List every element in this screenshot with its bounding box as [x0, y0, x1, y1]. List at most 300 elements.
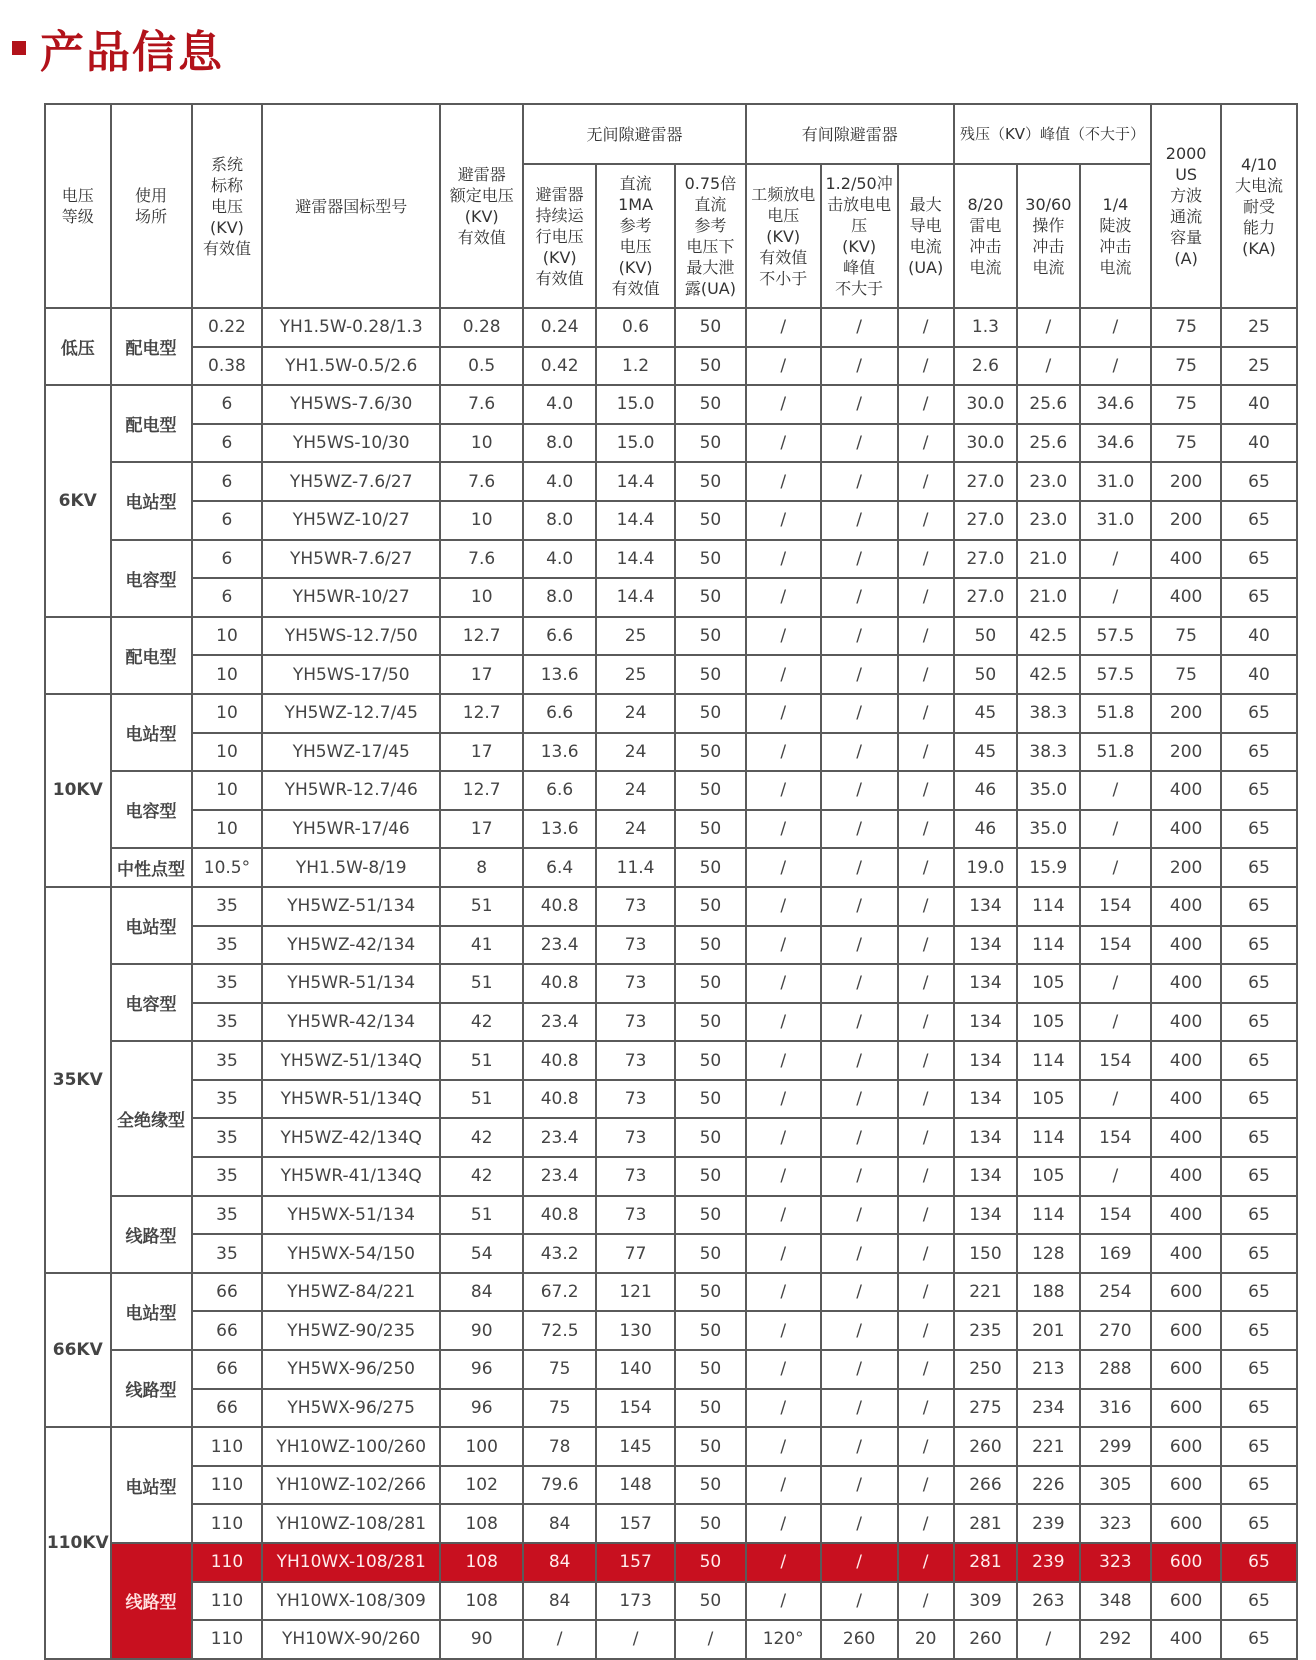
cell-sys: 35: [192, 964, 263, 1003]
cell-usage: 配电型: [111, 308, 192, 385]
cell-imp: /: [821, 926, 898, 965]
cell-leak: 50: [675, 1466, 746, 1505]
cell-cont: 72.5: [523, 1311, 596, 1350]
cell-cont: 8.0: [523, 424, 596, 463]
cell-r2: 201: [1017, 1311, 1079, 1350]
cell-r1: 250: [954, 1350, 1017, 1389]
cell-rated: 96: [440, 1389, 523, 1428]
cell-r2: 21.0: [1017, 578, 1079, 617]
cell-rated: 10: [440, 424, 523, 463]
cell-r1: 235: [954, 1311, 1017, 1350]
header-dc1ma: 直流 1MA 参考 电压 (KV) 有效值: [596, 164, 675, 308]
cell-r2: 114: [1017, 926, 1079, 965]
cell-pf: /: [746, 1504, 821, 1543]
cell-leak: 50: [675, 347, 746, 386]
cell-cap: 65: [1221, 1466, 1297, 1505]
cell-leak: 50: [675, 1003, 746, 1042]
cell-cont: 6.6: [523, 617, 596, 656]
cell-r2: 15.9: [1017, 848, 1079, 887]
cell-wave: 600: [1151, 1427, 1221, 1466]
cell-maxc: /: [898, 1196, 954, 1235]
cell-leak: 50: [675, 308, 746, 347]
cell-cont: 75: [523, 1350, 596, 1389]
cell-imp: /: [821, 810, 898, 849]
cell-model: YH5WZ-17/45: [262, 733, 440, 772]
cell-leak: 50: [675, 964, 746, 1003]
cell-sys: 66: [192, 1389, 263, 1428]
cell-leak: 50: [675, 1427, 746, 1466]
cell-model: YH5WX-96/275: [262, 1389, 440, 1428]
cell-r3: 57.5: [1080, 617, 1152, 656]
cell-rated: 12.7: [440, 694, 523, 733]
cell-model: YH5WZ-12.7/45: [262, 694, 440, 733]
cell-pf: /: [746, 501, 821, 540]
cell-usage: 线路型: [111, 1196, 192, 1273]
cell-wave: 400: [1151, 1234, 1221, 1273]
cell-sys: 6: [192, 424, 263, 463]
cell-dc: 25: [596, 655, 675, 694]
cell-dc: 73: [596, 887, 675, 926]
cell-rated: 51: [440, 964, 523, 1003]
cell-cap: 65: [1221, 1504, 1297, 1543]
header-leak: 0.75倍 直流 参考 电压下 最大泄 露(UA): [675, 164, 746, 308]
cell-r3: 316: [1080, 1389, 1152, 1428]
cell-dc: 154: [596, 1389, 675, 1428]
cell-pf: /: [746, 733, 821, 772]
cell-maxc: /: [898, 694, 954, 733]
cell-cont: 4.0: [523, 385, 596, 424]
cell-imp: /: [821, 1080, 898, 1119]
cell-imp: /: [821, 655, 898, 694]
cell-r2: 35.0: [1017, 810, 1079, 849]
table-row: [45, 1196, 1297, 1235]
cell-leak: 50: [675, 1543, 746, 1582]
page-title: 产品信息: [40, 27, 224, 78]
cell-cap: 65: [1221, 1118, 1297, 1157]
cell-r3: /: [1080, 540, 1152, 579]
cell-r1: 30.0: [954, 385, 1017, 424]
cell-leak: 50: [675, 1157, 746, 1196]
cell-r3: /: [1080, 810, 1152, 849]
cell-usage: 线路型: [111, 1543, 192, 1659]
cell-r1: 45: [954, 694, 1017, 733]
cell-dc: 157: [596, 1543, 675, 1582]
cell-sys: 10: [192, 733, 263, 772]
cell-r3: 299: [1080, 1427, 1152, 1466]
cell-r1: 281: [954, 1504, 1017, 1543]
cell-imp: /: [821, 1311, 898, 1350]
cell-rated: 7.6: [440, 462, 523, 501]
cell-model: YH10WZ-100/260: [262, 1427, 440, 1466]
cell-rated: 41: [440, 926, 523, 965]
cell-r2: 128: [1017, 1234, 1079, 1273]
cell-r2: 234: [1017, 1389, 1079, 1428]
cell-wave: 200: [1151, 501, 1221, 540]
cell-wave: 400: [1151, 810, 1221, 849]
cell-maxc: /: [898, 1041, 954, 1080]
header-impulse-discharge: 1.2/50冲 击放电电 压 (KV) 峰值 不大于: [821, 164, 898, 308]
cell-r3: /: [1080, 848, 1152, 887]
cell-imp: /: [821, 1504, 898, 1543]
cell-r2: 213: [1017, 1350, 1079, 1389]
cell-sys: 110: [192, 1466, 263, 1505]
cell-leak: 50: [675, 771, 746, 810]
cell-dc: 24: [596, 810, 675, 849]
cell-maxc: /: [898, 810, 954, 849]
cell-rated: 7.6: [440, 385, 523, 424]
cell-pf: /: [746, 1389, 821, 1428]
cell-wave: 200: [1151, 694, 1221, 733]
cell-sys: 6: [192, 385, 263, 424]
cell-cap: 65: [1221, 926, 1297, 965]
cell-model: YH5WZ-10/27: [262, 501, 440, 540]
cell-maxc: /: [898, 848, 954, 887]
cell-r2: 114: [1017, 887, 1079, 926]
cell-dc: 148: [596, 1466, 675, 1505]
cell-wave: 400: [1151, 1041, 1221, 1080]
cell-pf: /: [746, 1427, 821, 1466]
cell-r3: /: [1080, 308, 1152, 347]
cell-wave: 75: [1151, 424, 1221, 463]
cell-r2: 114: [1017, 1041, 1079, 1080]
cell-usage: 电容型: [111, 771, 192, 848]
cell-leak: 50: [675, 540, 746, 579]
cell-maxc: /: [898, 1003, 954, 1042]
cell-wave: 400: [1151, 1196, 1221, 1235]
cell-r2: 221: [1017, 1427, 1079, 1466]
page-header: [12, 18, 224, 78]
cell-r1: 134: [954, 1196, 1017, 1235]
cell-r3: 51.8: [1080, 694, 1152, 733]
cell-imp: /: [821, 1273, 898, 1312]
cell-sys: 10: [192, 694, 263, 733]
cell-maxc: /: [898, 347, 954, 386]
cell-r3: 31.0: [1080, 501, 1152, 540]
cell-rated: 100: [440, 1427, 523, 1466]
cell-dc: 145: [596, 1427, 675, 1466]
cell-pf: /: [746, 1003, 821, 1042]
cell-maxc: /: [898, 1582, 954, 1621]
cell-cap: 65: [1221, 1620, 1297, 1659]
cell-rated: 42: [440, 1003, 523, 1042]
cell-r1: 266: [954, 1466, 1017, 1505]
cell-r1: 27.0: [954, 578, 1017, 617]
cell-sys: 10: [192, 810, 263, 849]
cell-imp: /: [821, 1196, 898, 1235]
cell-pf: /: [746, 1196, 821, 1235]
cell-wave: 400: [1151, 771, 1221, 810]
cell-cap: 40: [1221, 617, 1297, 656]
cell-sys: 10.5°: [192, 848, 263, 887]
cell-cap: 65: [1221, 1003, 1297, 1042]
cell-r3: 169: [1080, 1234, 1152, 1273]
cell-dc: 24: [596, 733, 675, 772]
table-row: [45, 1273, 1297, 1312]
cell-wave: 400: [1151, 1118, 1221, 1157]
cell-leak: 50: [675, 810, 746, 849]
cell-imp: /: [821, 1041, 898, 1080]
cell-rated: 54: [440, 1234, 523, 1273]
cell-maxc: /: [898, 1273, 954, 1312]
cell-dc: 73: [596, 926, 675, 965]
cell-rated: 12.7: [440, 617, 523, 656]
cell-dc: 11.4: [596, 848, 675, 887]
cell-cont: 40.8: [523, 1080, 596, 1119]
cell-maxc: /: [898, 540, 954, 579]
table-row: [45, 1234, 1297, 1273]
cell-pf: /: [746, 1543, 821, 1582]
cell-cap: 65: [1221, 848, 1297, 887]
cell-cap: 65: [1221, 540, 1297, 579]
cell-cont: 23.4: [523, 926, 596, 965]
cell-leak: 50: [675, 1311, 746, 1350]
header-pf-discharge: 工频放电 电压 (KV) 有效值 不小于: [746, 164, 821, 308]
cell-cap: 65: [1221, 1311, 1297, 1350]
cell-wave: 400: [1151, 540, 1221, 579]
cell-cap: 65: [1221, 964, 1297, 1003]
cell-rated: 108: [440, 1504, 523, 1543]
cell-rated: 8: [440, 848, 523, 887]
cell-dc: 73: [596, 964, 675, 1003]
cell-pf: /: [746, 887, 821, 926]
cell-rated: 42: [440, 1157, 523, 1196]
cell-wave: 400: [1151, 964, 1221, 1003]
cell-imp: /: [821, 1003, 898, 1042]
header-c410: 4/10 大电流 耐受 能力 (KA): [1221, 104, 1297, 308]
title-bullet-icon: [12, 41, 26, 55]
table-row: [45, 1543, 1297, 1582]
cell-dc: 15.0: [596, 424, 675, 463]
cell-cap: 40: [1221, 385, 1297, 424]
cell-wave: 75: [1151, 617, 1221, 656]
cell-r1: 46: [954, 810, 1017, 849]
cell-rated: 102: [440, 1466, 523, 1505]
cell-voltage-level: 35KV: [45, 887, 111, 1273]
cell-maxc: /: [898, 1157, 954, 1196]
product-spec-table: [44, 103, 1298, 1660]
header-group-gapless: 无间隙避雷器: [523, 104, 746, 164]
table-row: [45, 771, 1297, 810]
cell-leak: 50: [675, 1389, 746, 1428]
cell-cap: 65: [1221, 771, 1297, 810]
table-row: [45, 694, 1297, 733]
cell-sys: 35: [192, 1118, 263, 1157]
table-row: [45, 887, 1297, 926]
cell-r2: 105: [1017, 964, 1079, 1003]
cell-cont: 8.0: [523, 578, 596, 617]
cell-maxc: /: [898, 1466, 954, 1505]
cell-dc: 73: [596, 1196, 675, 1235]
cell-usage: 电站型: [111, 887, 192, 964]
cell-rated: 108: [440, 1543, 523, 1582]
header-residual-30-60: 30/60 操作 冲击 电流: [1017, 164, 1079, 308]
cell-imp: /: [821, 771, 898, 810]
cell-rated: 51: [440, 887, 523, 926]
cell-imp: /: [821, 347, 898, 386]
cell-wave: 75: [1151, 655, 1221, 694]
cell-leak: 50: [675, 926, 746, 965]
cell-r1: 134: [954, 1041, 1017, 1080]
cell-r1: 50: [954, 617, 1017, 656]
cell-r3: 154: [1080, 1196, 1152, 1235]
cell-imp: /: [821, 308, 898, 347]
cell-maxc: /: [898, 1350, 954, 1389]
cell-r2: 42.5: [1017, 617, 1079, 656]
cell-imp: /: [821, 733, 898, 772]
cell-pf: /: [746, 1466, 821, 1505]
cell-cap: 65: [1221, 887, 1297, 926]
cell-sys: 35: [192, 1234, 263, 1273]
cell-r3: 154: [1080, 1118, 1152, 1157]
cell-leak: 50: [675, 1118, 746, 1157]
cell-imp: /: [821, 1543, 898, 1582]
cell-r1: 45: [954, 733, 1017, 772]
cell-leak: 50: [675, 424, 746, 463]
table-row: [45, 1157, 1297, 1196]
cell-maxc: /: [898, 1234, 954, 1273]
cell-r1: 2.6: [954, 347, 1017, 386]
cell-model: YH5WZ-84/221: [262, 1273, 440, 1312]
cell-imp: /: [821, 1350, 898, 1389]
cell-r3: /: [1080, 347, 1152, 386]
cell-model: YH5WS-12.7/50: [262, 617, 440, 656]
cell-wave: 400: [1151, 1003, 1221, 1042]
cell-sys: 10: [192, 771, 263, 810]
cell-imp: /: [821, 1389, 898, 1428]
cell-pf: /: [746, 617, 821, 656]
table-row: [45, 1080, 1297, 1119]
header-system-voltage: 系统 标称 电压 (KV) 有效值: [192, 104, 263, 308]
cell-maxc: /: [898, 1311, 954, 1350]
cell-r1: 309: [954, 1582, 1017, 1621]
cell-dc: 15.0: [596, 385, 675, 424]
cell-r3: 154: [1080, 887, 1152, 926]
cell-r2: 105: [1017, 1003, 1079, 1042]
cell-leak: 50: [675, 1582, 746, 1621]
cell-maxc: /: [898, 733, 954, 772]
cell-rated: 17: [440, 810, 523, 849]
cell-maxc: 20: [898, 1620, 954, 1659]
cell-cap: 25: [1221, 347, 1297, 386]
cell-r3: /: [1080, 1080, 1152, 1119]
cell-r3: 348: [1080, 1582, 1152, 1621]
cell-model: YH5WR-42/134: [262, 1003, 440, 1042]
cell-usage: 线路型: [111, 1350, 192, 1427]
cell-r3: 154: [1080, 926, 1152, 965]
cell-r3: /: [1080, 578, 1152, 617]
cell-wave: 75: [1151, 385, 1221, 424]
cell-usage: 电容型: [111, 540, 192, 617]
cell-cont: 13.6: [523, 733, 596, 772]
cell-sys: 35: [192, 1003, 263, 1042]
cell-r3: 323: [1080, 1543, 1152, 1582]
cell-model: YH1.5W-0.28/1.3: [262, 308, 440, 347]
cell-model: YH5WR-12.7/46: [262, 771, 440, 810]
table-row: [45, 308, 1297, 347]
cell-cont: 67.2: [523, 1273, 596, 1312]
cell-dc: 0.6: [596, 308, 675, 347]
cell-cap: 65: [1221, 1582, 1297, 1621]
cell-cont: 23.4: [523, 1118, 596, 1157]
table-row: [45, 1504, 1297, 1543]
cell-maxc: /: [898, 655, 954, 694]
cell-r3: /: [1080, 1157, 1152, 1196]
cell-cap: 65: [1221, 1234, 1297, 1273]
table-row: [45, 1350, 1297, 1389]
cell-cont: 40.8: [523, 887, 596, 926]
cell-rated: 0.5: [440, 347, 523, 386]
cell-leak: 50: [675, 1273, 746, 1312]
cell-pf: /: [746, 308, 821, 347]
table-row: [45, 964, 1297, 1003]
cell-model: YH5WX-51/134: [262, 1196, 440, 1235]
cell-r3: 305: [1080, 1466, 1152, 1505]
cell-leak: 50: [675, 655, 746, 694]
cell-sys: 35: [192, 1196, 263, 1235]
cell-pf: /: [746, 1234, 821, 1273]
cell-imp: /: [821, 1466, 898, 1505]
cell-sys: 35: [192, 1041, 263, 1080]
cell-sys: 35: [192, 887, 263, 926]
header-residual-8-20: 8/20 雷电 冲击 电流: [954, 164, 1017, 308]
table-row: [45, 462, 1297, 501]
cell-sys: 110: [192, 1620, 263, 1659]
cell-pf: /: [746, 1350, 821, 1389]
cell-rated: 90: [440, 1620, 523, 1659]
cell-r2: 239: [1017, 1504, 1079, 1543]
cell-cont: 4.0: [523, 462, 596, 501]
cell-cap: 65: [1221, 1350, 1297, 1389]
cell-imp: /: [821, 540, 898, 579]
cell-pf: /: [746, 1582, 821, 1621]
cell-r1: 46: [954, 771, 1017, 810]
cell-sys: 6: [192, 501, 263, 540]
cell-pf: /: [746, 1041, 821, 1080]
table-row: [45, 617, 1297, 656]
cell-r3: 288: [1080, 1350, 1152, 1389]
cell-imp: /: [821, 1234, 898, 1273]
cell-wave: 400: [1151, 1620, 1221, 1659]
cell-r1: 221: [954, 1273, 1017, 1312]
cell-imp: 260: [821, 1620, 898, 1659]
cell-sys: 35: [192, 1080, 263, 1119]
cell-rated: 10: [440, 578, 523, 617]
cell-sys: 10: [192, 617, 263, 656]
cell-dc: 121: [596, 1273, 675, 1312]
cell-dc: /: [596, 1620, 675, 1659]
cell-model: YH10WX-108/309: [262, 1582, 440, 1621]
cell-sys: 35: [192, 1157, 263, 1196]
cell-cont: 40.8: [523, 964, 596, 1003]
cell-r2: 105: [1017, 1157, 1079, 1196]
cell-wave: 75: [1151, 308, 1221, 347]
cell-imp: /: [821, 694, 898, 733]
table-row: [45, 926, 1297, 965]
cell-r3: 323: [1080, 1504, 1152, 1543]
cell-leak: 50: [675, 578, 746, 617]
cell-rated: 10: [440, 501, 523, 540]
cell-dc: 73: [596, 1041, 675, 1080]
cell-cont: 40.8: [523, 1041, 596, 1080]
cell-r2: 114: [1017, 1196, 1079, 1235]
cell-cont: /: [523, 1620, 596, 1659]
cell-imp: /: [821, 424, 898, 463]
cell-r3: /: [1080, 771, 1152, 810]
cell-pf: /: [746, 385, 821, 424]
cell-r3: 154: [1080, 1041, 1152, 1080]
cell-imp: /: [821, 848, 898, 887]
cell-dc: 173: [596, 1582, 675, 1621]
